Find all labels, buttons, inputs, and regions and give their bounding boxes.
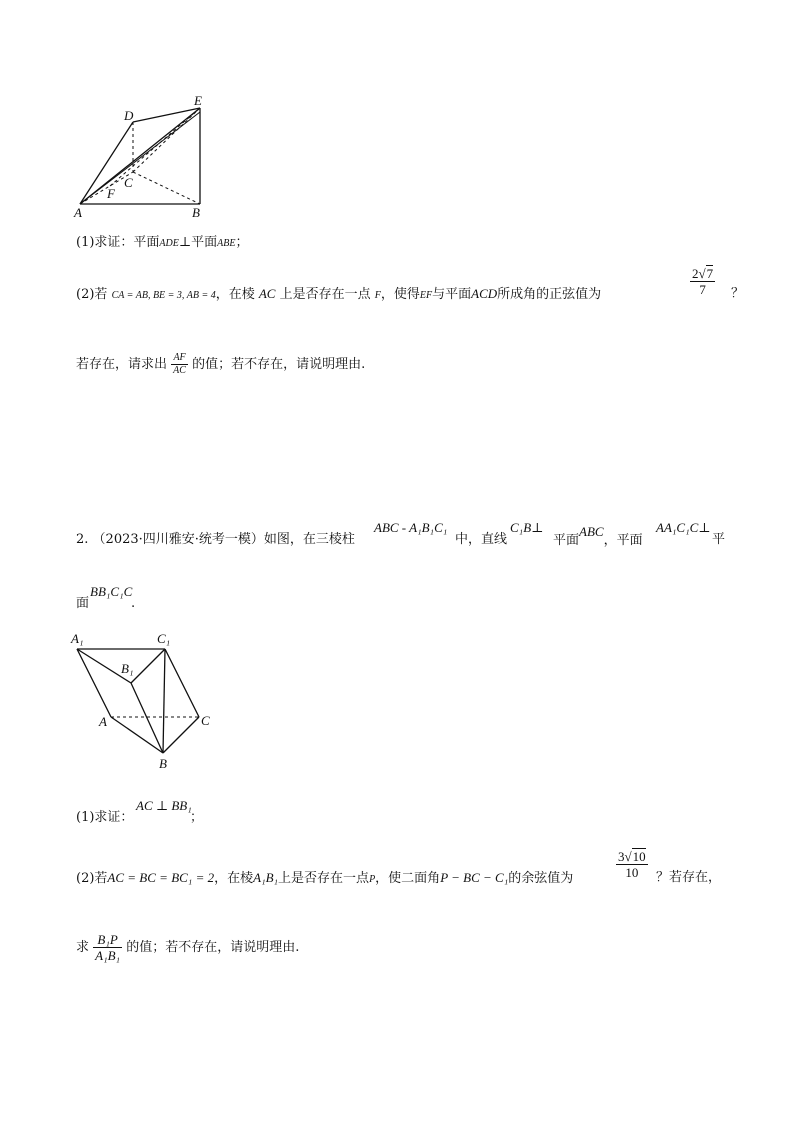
fraction-B1P-A1B1: $\frac{\text{B₁P}}{\text{A₁B₁}}$ xyxy=(95,932,121,963)
label-C1: C₁ xyxy=(157,631,171,646)
p2-stem-line2-end: . xyxy=(131,596,136,611)
p1-part2-end: ？ xyxy=(731,286,745,301)
label-F: F xyxy=(107,186,115,201)
p2-part2-fraction: $\frac{3√10}{10}$ xyxy=(618,849,646,880)
label-B: B xyxy=(192,205,200,220)
figure-2 xyxy=(65,625,225,775)
p1-part1: (1)求证：平面ADE⊥平面ABE； xyxy=(76,235,249,250)
p1-part2b: 若存在，请求出 $\frac{AF}{AC}$ 的值；若不存在，请说明理由. xyxy=(76,352,366,376)
fraction-AF-AC: $\frac{AF}{AC}$ xyxy=(173,352,186,376)
p2-part2b: 求 $\frac{\text{B₁P}}{\text{A₁B₁}}$ 的值；若不存在，请说明理由. xyxy=(76,932,300,963)
p2-prism: ABC - A₁B₁C₁ xyxy=(374,520,448,535)
label-A: A xyxy=(99,714,107,729)
label-C: C xyxy=(124,175,133,190)
p1-part2-fraction: $\frac{2√7}{7}$ xyxy=(692,266,714,297)
label-C: C xyxy=(201,713,210,728)
p2-line-perp: C₁B⊥ xyxy=(510,520,544,536)
p2-stem-end: 平 xyxy=(712,532,726,547)
label-E: E xyxy=(194,93,202,108)
p2-stem-line2: 面 xyxy=(76,596,90,611)
figure-1 xyxy=(70,90,220,220)
p2-part1-end: ； xyxy=(190,810,204,825)
p2-stem-line1: 2. （2023·四川雅安·统考一模）如图，在三棱柱 xyxy=(76,532,355,547)
p2-stem-plane1: 平面ABC，平面 xyxy=(553,524,643,548)
label-B1: B₁ xyxy=(121,661,134,676)
p2-part2-end: ？若存在， xyxy=(656,870,722,885)
label-A1: A₁ xyxy=(71,631,84,646)
label-D: D xyxy=(124,108,134,123)
p2-stem-mid: 中，直线 xyxy=(455,532,508,547)
p2-part2: (2)若AC = BC = BC₁ = 2，在棱A₁B₁上是否存在一点P，使二面角P − BC − C₁的余弦值为 xyxy=(76,870,574,886)
label-B: B xyxy=(159,756,167,771)
p1-part2: (2)若 CA = AB, BE = 3, AB = 4，在棱 AC 上是否存在一点 F，使得EF与平面ACD所成角的正弦值为 xyxy=(76,286,602,302)
p2-plane3: BB₁C₁C xyxy=(90,584,133,599)
p2-part1: (1)求证： xyxy=(76,810,134,825)
p2-plane2: AA₁C₁C⊥ xyxy=(656,520,711,536)
p2-part1-expr: AC ⊥ BB₁ xyxy=(136,798,192,813)
label-A: A xyxy=(74,205,82,220)
